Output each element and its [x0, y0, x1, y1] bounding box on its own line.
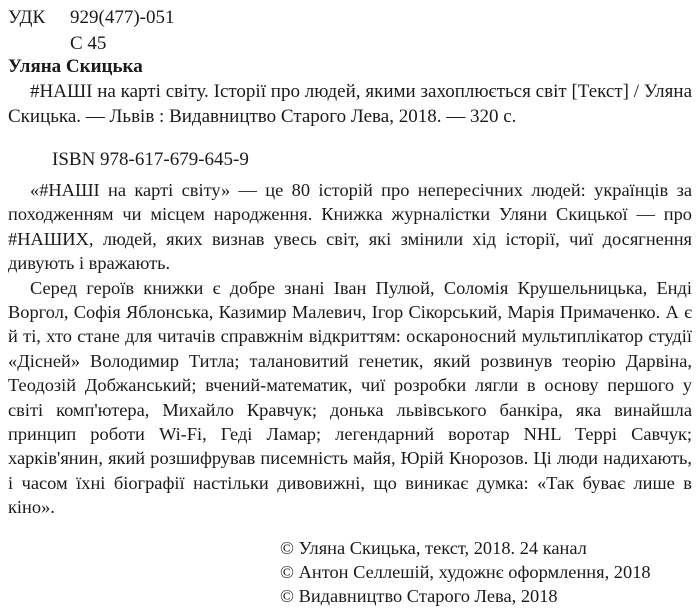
annotation: [8, 178, 692, 520]
catalog-code: С 45: [70, 33, 107, 54]
imprint-page: [8, 0, 692, 610]
annotation-paragraph-2: Серед героїв книжки є добре знані Іван Пулюй, Соломія Крушельницька, Енді Воргол, Софія Яблонська, Казимир Малевич, Ігор Сікорський, Марія Примаченко. А є й ті, хто стане для читачів справжнім відкриттям: оскароносний мультиплікатор студії «Дісней» Володимир Титла; талановитий генетик, який розвинув теорію Дарвіна, Теодозій Добжанський; вчений-математик, чиї розробки лягли в основу першого у світі комп'ютера, Михайло Кравчук; донька львівського банкіра, яка винайшла принцип роботи Wi-Fi, Геді Ламар; легендарний воротар NHL Террі Савчук; харків'янин, який розшифрував писемність майя, Юрій Кнорозов. Ці люди надихають, і часом їхні біографії настільки дивовижні, що виникає думка: «Так буває лише в кіно».: [8, 277, 692, 518]
udk-line: [8, 6, 174, 30]
copyright-block: [280, 536, 651, 608]
copyright-line-text: © Уляна Скицька, текст, 2018. 24 канал: [280, 538, 587, 558]
bibliographic-entry: #НАШІ на карті світу. Історії про людей, якими захоплюється світ [Текст] / Уляна Скицька. — Львів : Видавництво Старого Лева, 2018. — 320 с.: [8, 81, 692, 127]
copyright-line-design: © Антон Селлешій, художнє оформлення, 2018: [280, 562, 651, 582]
isbn: ISBN 978-617-679-645-9: [52, 149, 249, 170]
annotation-paragraph-1: «#НАШІ на карті світу» — це 80 історій про непересічних людей: українців за походженням чи місцем народження. Книжка журналістки Уляни Скицької — про #НАШИХ, людей, яких визнав увесь світ, які змінили хід історії, чиї досягнення дивують і вражають.: [8, 180, 692, 274]
copyright-line-publisher: © Видавництво Старого Лева, 2018: [280, 586, 558, 606]
author-name: Уляна Скицька: [8, 56, 143, 77]
udk-code: 929(477)-051: [70, 7, 175, 28]
udk-label: УДК: [8, 7, 46, 28]
